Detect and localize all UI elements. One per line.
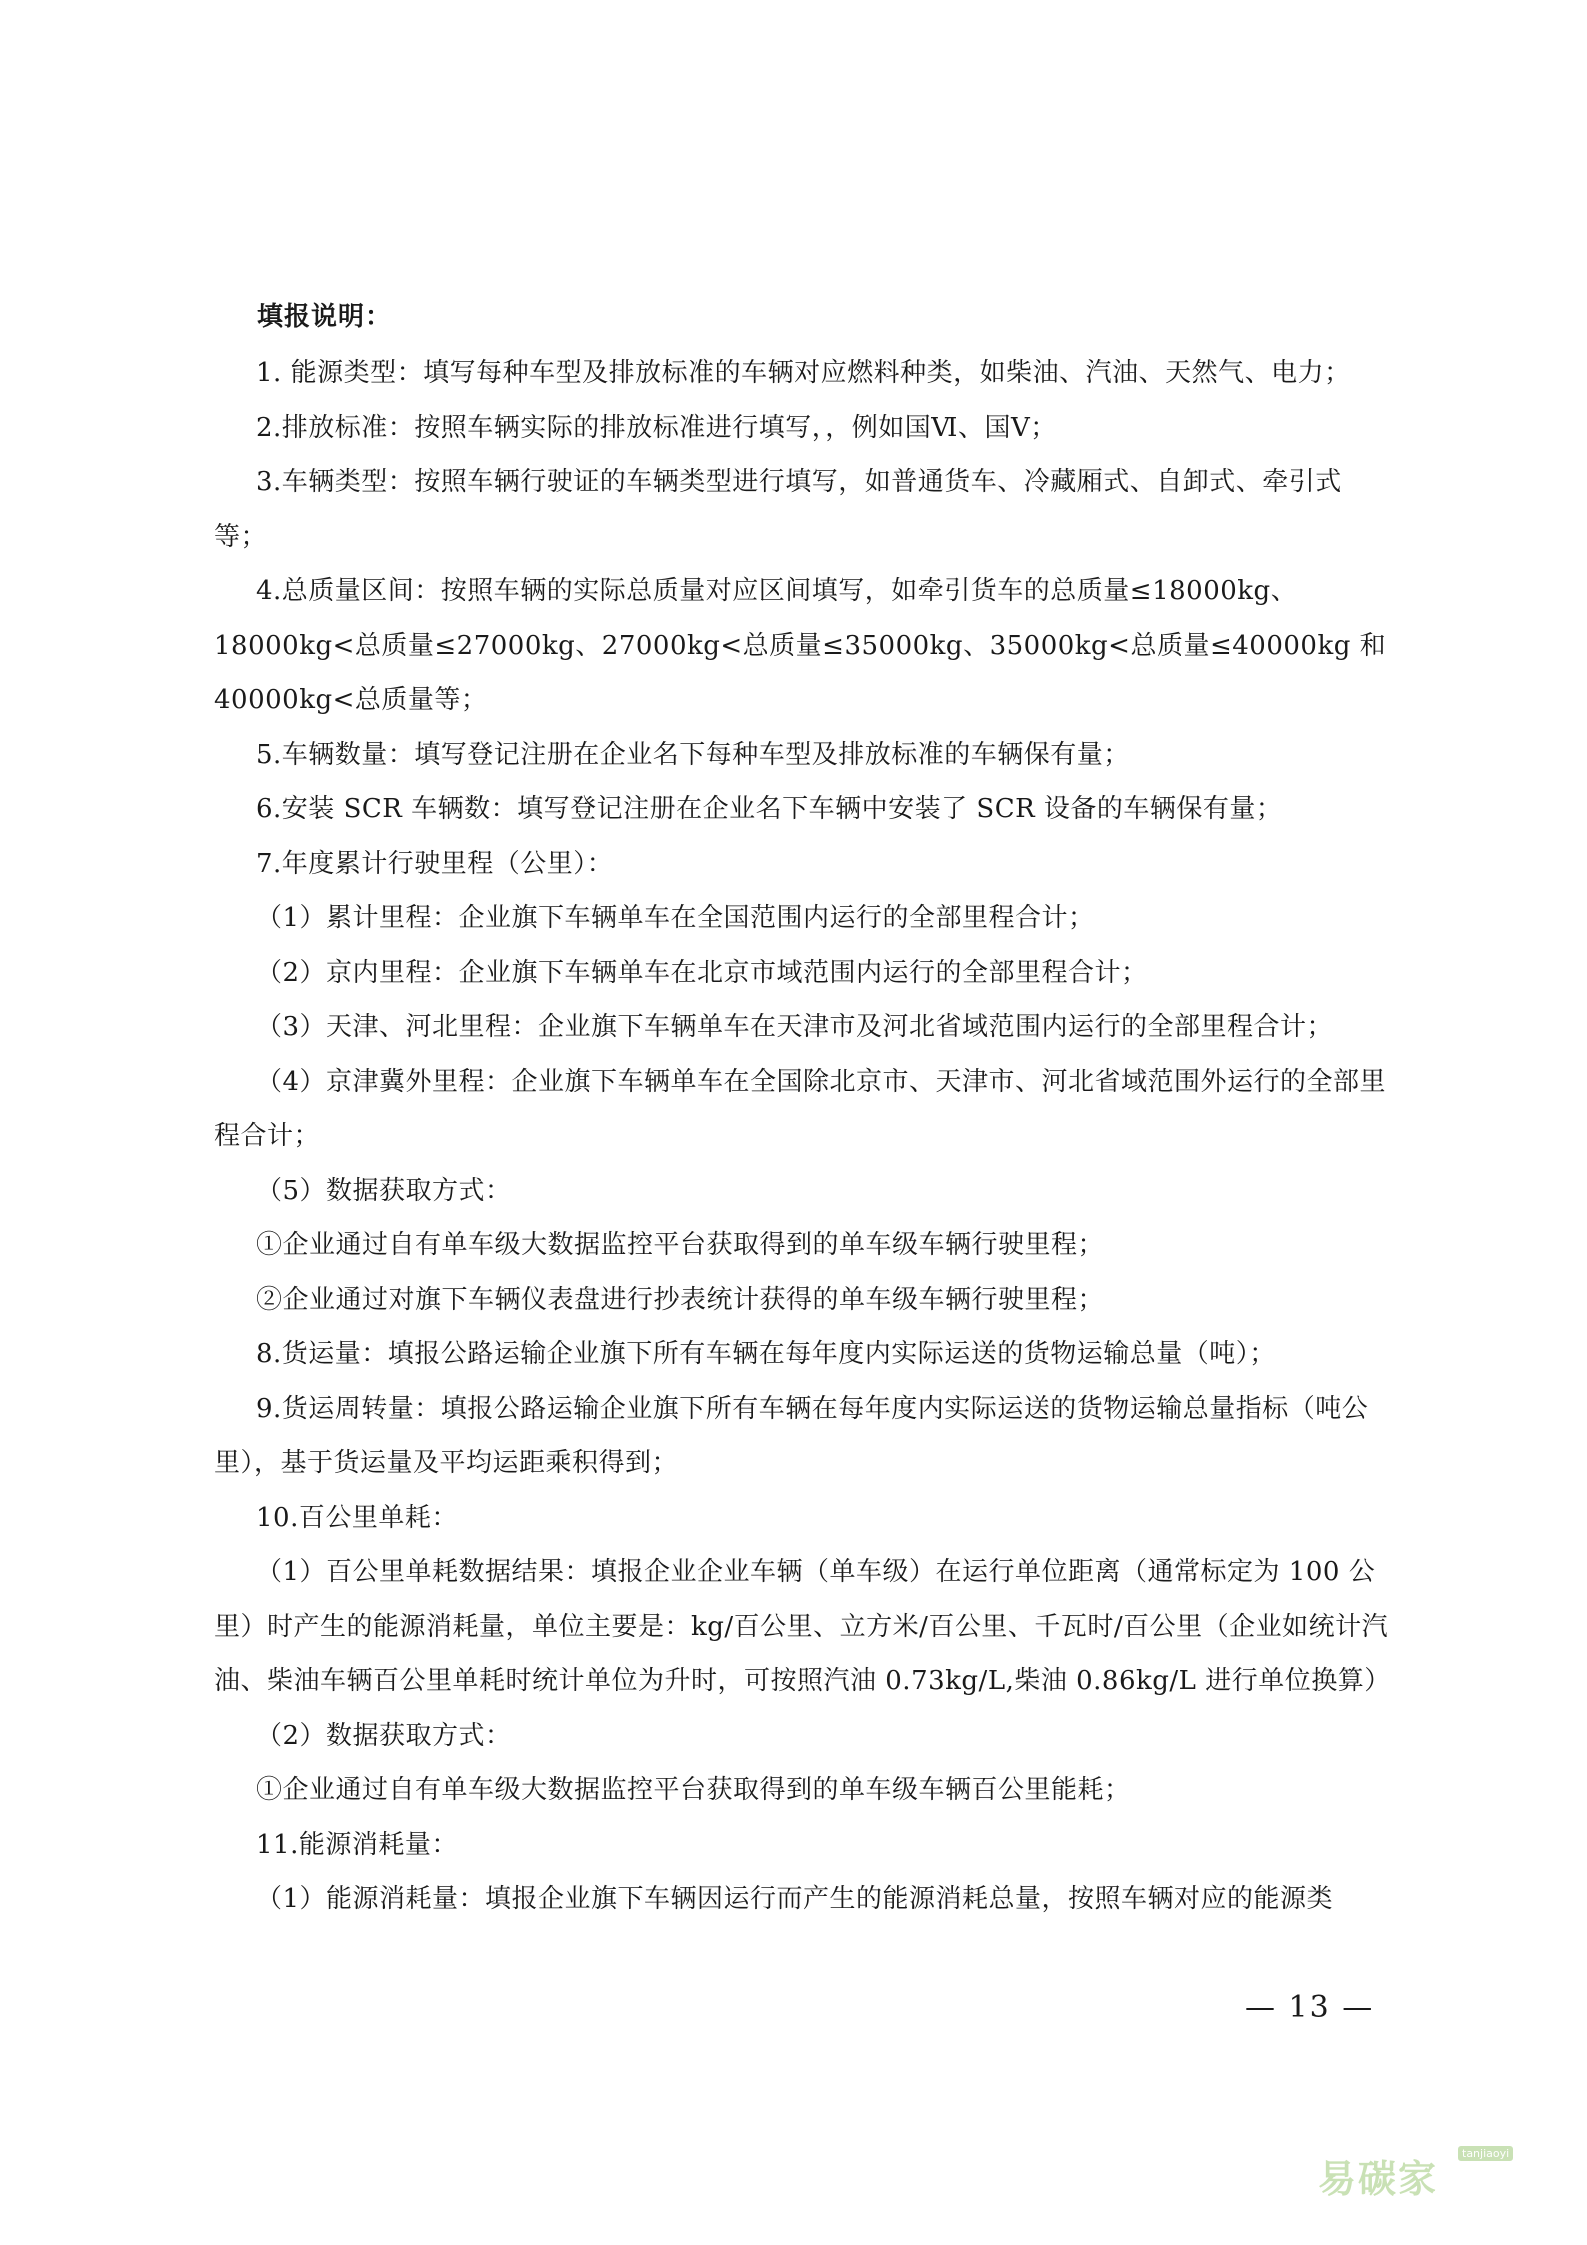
- item-total-mass-range: 4.总质量区间：按照车辆的实际总质量对应区间填写，如牵引货车的总质量≤18000kg、18000kg<总质量≤27000kg、27000kg<总质量≤35000kg、35000kg<总质量≤40000kg 和 40000kg<总质量等；: [214, 576, 1387, 715]
- item-freight-turnover: 9.货运周转量：填报公路运输企业旗下所有车辆在每年度内实际运送的货物运输总量指标（吨公里），基于货运量及平均运距乘积得到；: [214, 1393, 1369, 1478]
- watermark-logo: [1318, 2140, 1518, 2210]
- sub-item-consumption-data-acquisition: （2）数据获取方式：: [256, 1720, 512, 1751]
- item-vehicle-count: 5.车辆数量：填写登记注册在企业名下每种车型及排放标准的车辆保有量；: [256, 739, 1130, 770]
- sub-item-data-acquisition: （5）数据获取方式：: [256, 1175, 512, 1206]
- sub-item-outside-jjj-mileage: （4）京津冀外里程：企业旗下车辆单车在全国除北京市、天津市、河北省域范围外运行的全部里程合计；: [214, 1066, 1387, 1151]
- method-item-consumption-platform: ①企业通过自有单车级大数据监控平台获取得到的单车级车辆百公里能耗；: [256, 1775, 1131, 1805]
- item-freight-volume: 8.货运量：填报公路运输企业旗下所有车辆在每年度内实际运送的货物运输总量（吨）；: [256, 1339, 1276, 1369]
- instructions-body: [214, 346, 1394, 1927]
- item-consumption-per-100km: 10.百公里单耗：: [256, 1502, 458, 1533]
- watermark-text: 易碳家: [1318, 2157, 1439, 2201]
- method-item-platform: ①企业通过自有单车级大数据监控平台获取得到的单车级车辆行驶里程；: [256, 1230, 1105, 1260]
- item-annual-mileage: 7.年度累计行驶里程（公里）：: [256, 848, 614, 879]
- method-item-meter-reading: ②企业通过对旗下车辆仪表盘进行抄表统计获得的单车级车辆行驶里程；: [256, 1284, 1105, 1315]
- item-scr-vehicle-count: 6.安装 SCR 车辆数：填写登记注册在企业名下车辆中安装了 SCR 设备的车辆保有量；: [256, 794, 1283, 824]
- item-energy-consumption: 11.能源消耗量：: [256, 1829, 458, 1860]
- sub-item-consumption-result: （1）百公里单耗数据结果：填报企业企业车辆（单车级）在运行单位距离（通常标定为 100 公里）时产生的能源消耗量，单位主要是：kg/百公里、立方米/百公里、千瓦时/百公里（企业如统计汽油、柴油车辆百公里单耗时统计单位为升时，可按照汽油 0.73kg/L,柴油 0.86kg/L 进行单位换算）: [214, 1557, 1391, 1696]
- item-energy-type: 1. 能源类型：填写每种车型及排放标准的车辆对应燃料种类，如柴油、汽油、天然气、电力；: [256, 358, 1351, 388]
- sub-item-tianjin-hebei-mileage: （3）天津、河北里程：企业旗下车辆单车在天津市及河北省域范围内运行的全部里程合计；: [256, 1012, 1334, 1042]
- sub-item-energy-consumption: （1）能源消耗量：填报企业旗下车辆因运行而产生的能源消耗总量，按照车辆对应的能源类: [256, 1884, 1334, 1914]
- page-number: — 13 —: [1245, 1990, 1375, 2025]
- item-emission-standard: 2.排放标准：按照车辆实际的排放标准进行填写，，例如国Ⅵ、国Ⅴ；: [256, 412, 1057, 443]
- item-vehicle-type: 3.车辆类型：按照车辆行驶证的车辆类型进行填写，如普通货车、冷藏厢式、自卸式、牵引式等；: [214, 467, 1342, 552]
- sub-item-beijing-mileage: （2）京内里程：企业旗下车辆单车在北京市域范围内运行的全部里程合计；: [256, 957, 1148, 988]
- sub-item-total-mileage: （1）累计里程：企业旗下车辆单车在全国范围内运行的全部里程合计；: [256, 903, 1095, 933]
- watermark-subtext: tanjiaoyi: [1458, 2146, 1513, 2161]
- instructions-heading: 填报说明：: [257, 302, 393, 332]
